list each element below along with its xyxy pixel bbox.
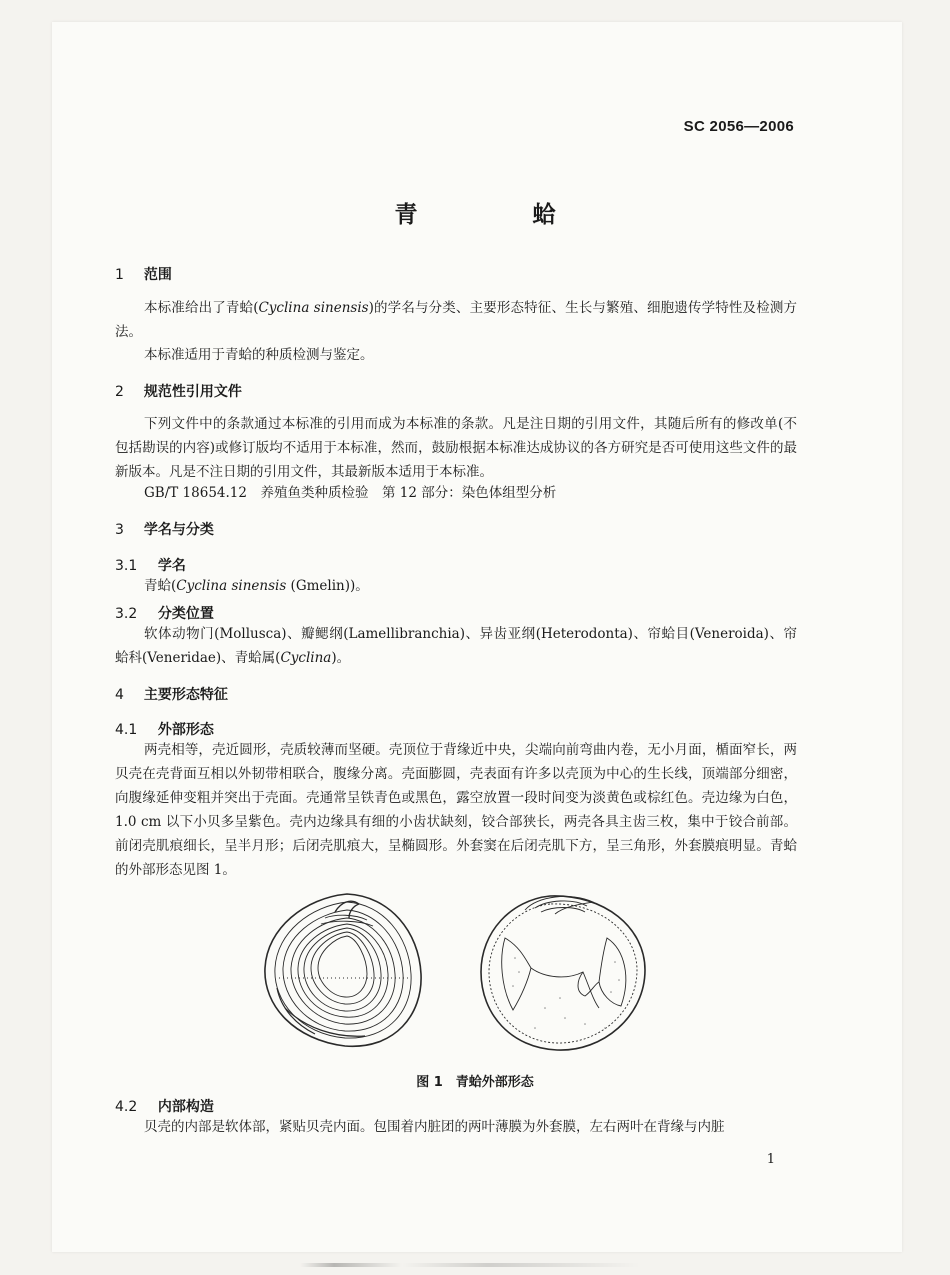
section-number: 2 xyxy=(115,384,124,400)
normative-reference: GB/T 18654.12 养殖鱼类种质检验 第 12 部分：染色体组型分析 xyxy=(144,485,557,501)
text: 本标准给出了青蛤( xyxy=(144,300,259,316)
page-number: 1 xyxy=(766,1152,775,1167)
text: 青蛤( xyxy=(144,578,177,594)
section-number: 3 xyxy=(115,522,124,538)
scientific-name: Cyclina xyxy=(280,650,332,666)
section-number: 3.1 xyxy=(115,558,138,574)
external-morphology-paragraph: 两壳相等，壳近圆形，壳质较薄而坚硬。壳顶位于背缘近中央，尖端向前弯曲内卷，无小月面，楯面窄长，两贝壳在壳背面互相以外韧带相联合，腹缘分离。壳面膨圆，壳表面有许多以壳顶为中心的生长线，顶端部分细密，向腹缘延伸变粗并突出于壳面。壳通常呈铁青色或黑色，露空放置一段时间变为淡黄色或棕红色。壳边缘为白色，1.0 cm 以下小贝多呈紫色。壳内边缘具有细的小齿状缺刻，铰合部狭长，两壳各具主齿三枚，集中于铰合前部。前闭壳肌痕细长，呈半月形；后闭壳肌痕大，呈椭圆形。外套窦在后闭壳肌下方，呈三角形，外套膜痕明显。青蛤的外部形态见图 1。 xyxy=(115,742,797,878)
section-number: 3.2 xyxy=(115,606,138,622)
section-title: 学名 xyxy=(157,558,186,574)
text: )的学名与分类、主要形态特征、生长与繁殖、细胞遗传学特性及检测方法。 xyxy=(115,300,797,340)
section-1-paragraph-1 xyxy=(115,296,797,344)
section-title: 外部形态 xyxy=(157,722,214,738)
section-title: 主要形态特征 xyxy=(143,687,228,703)
section-2-paragraph: 下列文件中的条款通过本标准的引用而成为本标准的条款。凡是注日期的引用文件，其随后所有的修改单(不包括勘误的内容)或修订版均不适用于本标准，然而，鼓励根据本标准达成协议的各方研究是否可使用这些文件的最新版本。凡是不注日期的引用文件，其最新版本适用于本标准。 xyxy=(115,416,797,480)
section-title: 内部构造 xyxy=(157,1099,214,1115)
text: )。 xyxy=(331,650,351,666)
section-number: 4 xyxy=(115,687,124,703)
figure-caption: 图 1 青蛤外部形态 xyxy=(416,1075,534,1090)
text: 软体动物门(Mollusca)、瓣鳃纲(Lamellibranchia)、异齿亚纲(Heterodonta)、帘蛤目(Veneroida)、帘蛤科(Veneridae)、青蛤属( xyxy=(115,626,797,666)
scan-smudge xyxy=(300,1263,640,1267)
section-number: 1 xyxy=(115,267,124,283)
section-title: 范围 xyxy=(143,267,172,283)
section-1-paragraph-2: 本标准适用于青蛤的种质检测与鉴定。 xyxy=(144,347,374,363)
scientific-name-paragraph xyxy=(115,574,797,598)
section-3-heading xyxy=(115,519,214,539)
section-4-1-heading xyxy=(115,719,214,739)
section-2-heading xyxy=(115,381,242,401)
text: (Gmelin))。 xyxy=(286,578,369,594)
section-3-1-heading xyxy=(115,555,186,575)
section-1-heading xyxy=(115,264,172,284)
figure-clam-shells xyxy=(255,888,655,1058)
clam-interior-drawing xyxy=(481,896,645,1050)
section-4-2-heading xyxy=(115,1096,214,1116)
section-3-2-heading xyxy=(115,603,214,623)
internal-structure-paragraph: 贝壳的内部是软体部，紧贴贝壳内面。包围着内脏团的两叶薄膜为外套膜，左右两叶在背缘与内脏 xyxy=(144,1119,725,1135)
scientific-name: Cyclina sinensis xyxy=(258,300,369,316)
standard-code: SC 2056—2006 xyxy=(683,118,794,135)
classification-paragraph xyxy=(115,622,797,670)
section-number: 4.2 xyxy=(115,1099,138,1115)
section-number: 4.1 xyxy=(115,722,138,738)
scientific-name: Cyclina sinensis xyxy=(176,578,287,594)
section-4-heading xyxy=(115,684,228,704)
section-title: 学名与分类 xyxy=(143,522,214,538)
document-title: 青 蛤 xyxy=(394,202,602,228)
section-title: 分类位置 xyxy=(157,606,214,622)
section-title: 规范性引用文件 xyxy=(143,384,242,400)
clam-exterior-drawing xyxy=(265,894,421,1046)
